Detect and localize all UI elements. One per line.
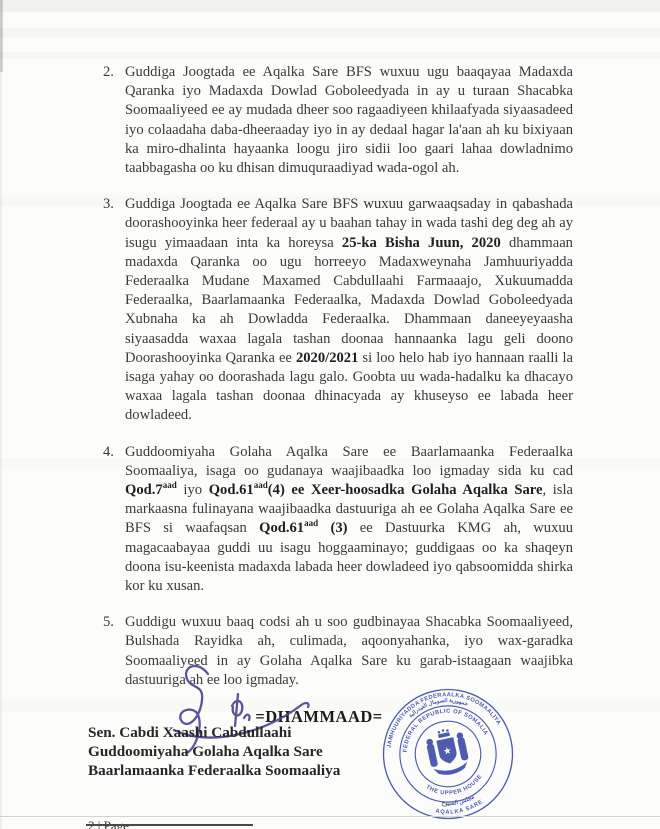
list-item-paragraph	[103, 195, 573, 425]
signatory-organization: Baarlamaanka Federaalka Soomaaliya	[88, 761, 341, 779]
scan-streak	[0, 816, 660, 817]
end-marker: =DHAMMAAD=	[255, 707, 383, 727]
stamp-outer-bottom-text: AQALKA SARE	[434, 798, 485, 816]
signatory-block	[88, 724, 340, 780]
stamp-inner-bottom-text: THE UPPER HOUSE	[424, 773, 484, 797]
stamp-arabic-bottom-text: مجلس الشيوخ	[441, 794, 476, 808]
svg-text:★: ★	[442, 745, 453, 758]
list-number: 2.	[103, 64, 114, 80]
paragraph-text: Guddiga Joogtada ee Aqalka Sare BFS wuxuu garwaaqsaday in qabashada doorashooyinka heer federaal ay u baahan tahay in wada tashi deg deg ah ay isugu yimaadaan inta ka horeysa 25-ka Bisha Juun, 2020 dhammaan madaxda Qaranka oo ugu horreeyo Madaxweynaha Jamhuuriyadda Federaalka Mudane Maxamed Cabdullaahi Farmaaajo, Xukuumadda Federaalka, Baarlamaanka Federaalka, Madaxda Dowlad Goboleedyada Xubnaha ka ah Dowladda Federaalka. Dhammaan daneeyeyaasha siyaasadda waxaa lagala tashan doonaa hannaanka lagu geli doono Doorashooyinka Qaranka ee 2020/2021 si loo helo hab iyo hannaan raalli la isaga yahay oo doorashada lagu galo. Goobta uu wada-hadalku ka dhacayo waxaa lagala tashan doonaa dhinacyada ay khuseyso ee labada heer dowladeed.	[125, 196, 574, 424]
list-item-paragraph	[103, 443, 573, 597]
paragraph-text: Guddoomiyaha Golaha Aqalka Sare ee Baarlamaanka Federaalka Soomaaliya, isaga oo gudanaya waajibaadka loo igmaday sida ku cad Qod.7$^{aad}$ iyo Qod.61$^{aad}$(4) ee Xeer-hoosadka Golaha Aqalka Sare, isla markaasna fulinayana waajibaadka dastuuriga ah ee Golaha Aqalka Sare ee BFS si waafaqsan Qod.61$^{aad}$ (3) ee Dastuurka KMG ah, wuxuu magacaabayaa guddi uu isagu hoggaaminayo; guddigaas oo ka shaqeyn doona isu-keenista madaxda labada heer dowladeed iyo qabsoomidda shirka kor ku xusan.	[125, 443, 573, 595]
list-number: 5.	[103, 614, 114, 631]
paragraph-text: Guddigu wuxuu baaq codsi ah u soo gudbinayaa Shacabka Soomaaliyeed, Bulshada Rayidka ah, culimada, aqoonyahanka, iyo wax-garadka Soomaaliyeed in ay Golaha Aqalka Sare ku garab-istaagaan waajibka dastuuriga ah ee loo igmaday.	[125, 614, 573, 688]
document-body	[103, 63, 573, 726]
list-item-paragraph	[103, 63, 573, 178]
stamp-arabic-top-text: جمهورية الصومال الفيدرالية	[407, 698, 469, 720]
signatory-title: Guddoomiyaha Golaha Aqalka Sare	[88, 742, 323, 760]
stamp-inner-top-text: FEDERAL REPUBLIC OF SOMALIA	[402, 708, 489, 753]
list-number: 3.	[103, 196, 114, 213]
scan-streak	[0, 52, 660, 59]
list-number: 4.	[103, 443, 114, 460]
scan-edge-shade	[0, 0, 2, 829]
somalia-coat-of-arms-icon	[424, 725, 471, 778]
paragraph-text: Guddiga Joogtada ee Aqalka Sare BFS wuxuu ugu baaqayaa Madaxda Qaranka iyo Madaxda Dowlad Goboleedyada in ay u turaan Shacabka Soomaaliyeed ee ay mudada dheer soo ragaadiyeen khilaafyada siyaasadeed iyo colaadaha daba-dheeraaday iyo in ay dedaal hagar la'aan ah ku bixiyaan ka miro-dhalinta hayaanka loogu jiro sidii loo gaari lahaa dowladnimo taabbagasha oo ku dhisan dimuquraadiyad wada-ogol ah.	[125, 64, 573, 177]
scan-streak	[0, 0, 660, 12]
scan-streak	[0, 28, 660, 37]
footer-rule	[86, 824, 253, 826]
signatory-name: Sen. Cabdi Xaashi Cabdullaahi	[88, 724, 292, 741]
stamp-outer-top-text: JAMHUURIYADDA FEDERAALKA SOOMAALIYA	[386, 692, 502, 749]
